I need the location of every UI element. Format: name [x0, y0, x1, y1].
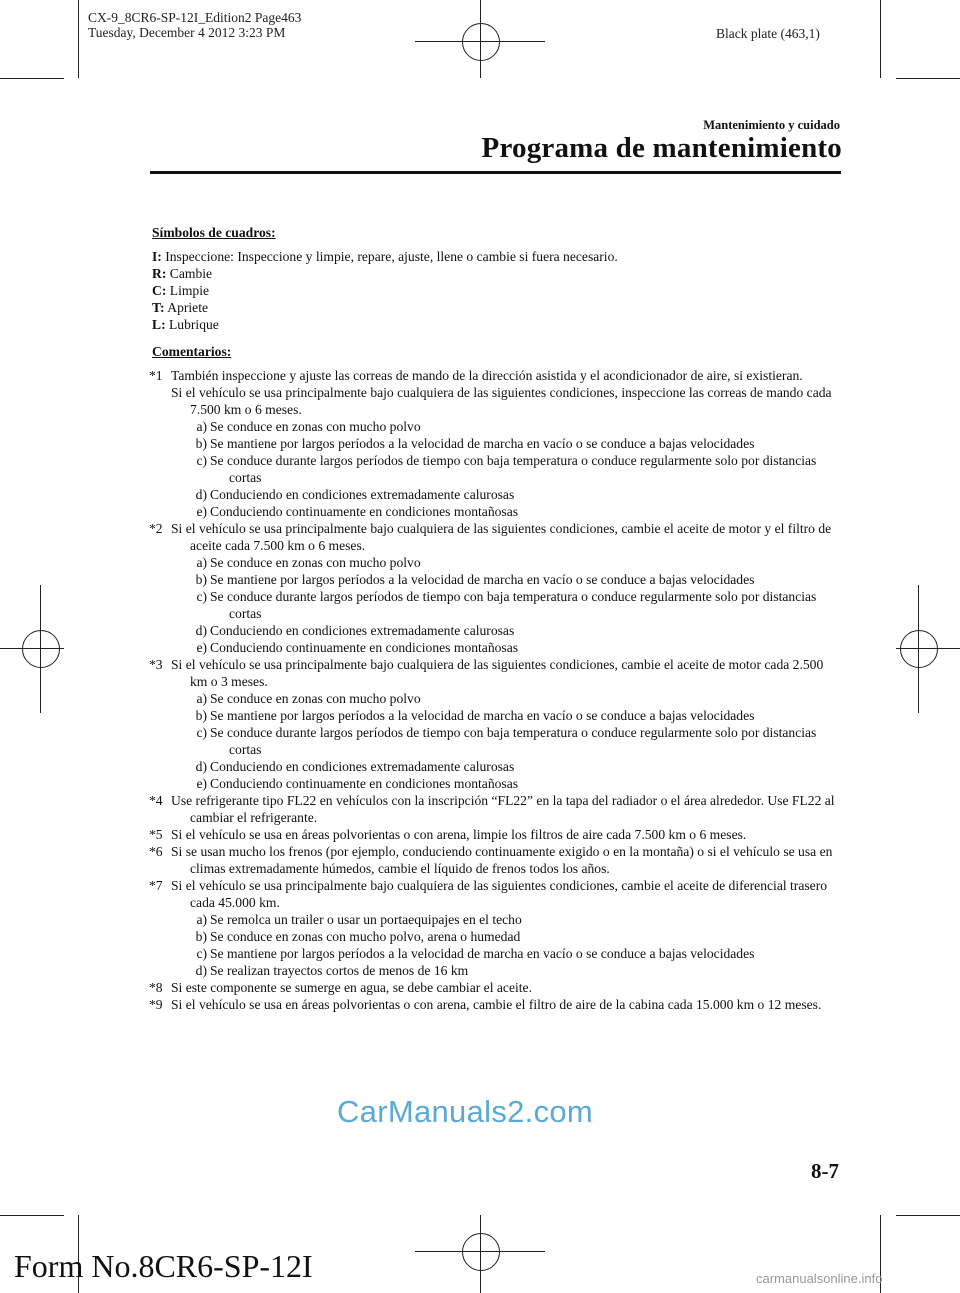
condition-label: e) [196, 504, 207, 519]
condition-text: Se realizan trayectos cortos de menos de 16 km [210, 963, 469, 978]
note-number: *2 [149, 521, 163, 536]
note-text: Si se usan mucho los frenos (por ejemplo, conduciendo continuamente exigido o en la montaña) o si el vehículo se usa en climas extremadamente húmedos, cambie el líquido de frenos todos los años. [171, 844, 833, 876]
condition-item [171, 639, 842, 656]
condition-item [171, 418, 842, 435]
comment-note [149, 843, 842, 877]
symbol-text: Apriete [167, 300, 209, 315]
condition-text: Conduciendo continuamente en condiciones montañosas [210, 504, 519, 519]
condition-text: Se conduce durante largos períodos de tiempo con baja temperatura o conduce regularmente solo por distancias cortas [210, 725, 817, 757]
symbol-text: Limpie [169, 283, 210, 298]
print-slug [88, 10, 301, 40]
slug-line-1: CX-9_8CR6-SP-12I_Edition2 Page463 [88, 10, 302, 25]
symbols-heading: Símbolos de cuadros: [152, 225, 276, 240]
header-rule [150, 171, 841, 174]
condition-label: b) [195, 572, 207, 587]
condition-item [171, 486, 842, 503]
comment-note [149, 996, 842, 1013]
condition-text: Se mantiene por largos períodos a la velocidad de marcha en vacío o se conduce a bajas velocidades [210, 436, 755, 451]
crop-mark [0, 78, 64, 79]
condition-item [171, 928, 842, 945]
condition-label: c) [196, 946, 207, 961]
condition-text: Se conduce en zonas con mucho polvo [210, 419, 421, 434]
condition-item [171, 945, 842, 962]
condition-text: Se mantiene por largos períodos a la velocidad de marcha en vacío o se conduce a bajas velocidades [210, 946, 755, 961]
comment-note [149, 656, 842, 792]
condition-text: Se remolca un trailer o usar un portaequipajes en el techo [210, 912, 522, 927]
condition-label: a) [196, 912, 207, 927]
registration-circle [462, 23, 500, 61]
note-text: Si el vehículo se usa principalmente bajo cualquiera de las siguientes condiciones, inspeccione las correas de mando cada 7.500 km o 6 meses. [171, 385, 832, 417]
condition-label: d) [195, 623, 207, 638]
crop-mark [896, 78, 960, 79]
condition-label: a) [196, 555, 207, 570]
condition-text: Se conduce durante largos períodos de tiempo con baja temperatura o conduce regularmente solo por distancias cortas [210, 589, 817, 621]
condition-text: Conduciendo en condiciones extremadamente calurosas [210, 759, 515, 774]
crop-mark [0, 1215, 64, 1216]
condition-label: d) [195, 963, 207, 978]
condition-item [171, 707, 842, 724]
condition-item [171, 724, 842, 758]
symbol-item [152, 282, 842, 299]
condition-item [171, 911, 842, 928]
condition-label: e) [196, 776, 207, 791]
note-text: Si este componente se sumerge en agua, se debe cambiar el aceite. [171, 980, 532, 995]
condition-label: d) [195, 759, 207, 774]
note-number: *4 [149, 793, 163, 808]
condition-label: a) [196, 419, 207, 434]
condition-text: Conduciendo continuamente en condiciones montañosas [210, 640, 519, 655]
comments-heading: Comentarios: [152, 344, 232, 359]
symbol-key: L: [152, 317, 166, 332]
note-number: *8 [149, 980, 163, 995]
condition-text: Conduciendo en condiciones extremadamente calurosas [210, 487, 515, 502]
page-number: 8-7 [811, 1159, 839, 1183]
crop-mark [880, 0, 881, 78]
condition-text: Conduciendo en condiciones extremadamente calurosas [210, 623, 515, 638]
registration-circle [900, 630, 938, 668]
condition-item [171, 435, 842, 452]
symbol-item [152, 265, 842, 282]
black-plate-label: Black plate (463,1) [716, 26, 820, 41]
form-number: Form No.8CR6-SP-12I [14, 1248, 313, 1284]
note-number: *1 [149, 368, 163, 383]
condition-label: b) [195, 436, 207, 451]
comment-note [149, 877, 842, 979]
comment-note [149, 367, 842, 520]
note-text: Si el vehículo se usa principalmente bajo cualquiera de las siguientes condiciones, cambie el aceite de motor cada 2.500 km o 3 meses. [171, 657, 824, 689]
comment-note [149, 792, 842, 826]
registration-circle [22, 630, 60, 668]
symbol-text: Lubrique [169, 317, 219, 332]
condition-label: c) [196, 725, 207, 740]
note-number: *9 [149, 997, 163, 1012]
symbol-key: I: [152, 249, 162, 264]
condition-item [171, 775, 842, 792]
condition-text: Se mantiene por largos períodos a la velocidad de marcha en vacío o se conduce a bajas velocidades [210, 572, 755, 587]
watermark: CarManuals2.com [337, 1094, 594, 1129]
condition-text: Se conduce en zonas con mucho polvo [210, 691, 421, 706]
condition-label: c) [196, 589, 207, 604]
condition-item [171, 622, 842, 639]
note-text: Use refrigerante tipo FL22 en vehículos con la inscripción “FL22” en la tapa del radiador o el área alrededor. Use FL22 al cambiar el refrigerante. [171, 793, 835, 825]
symbol-item [152, 248, 842, 265]
comment-note [149, 826, 842, 843]
note-text: Si el vehículo se usa principalmente bajo cualquiera de las siguientes condiciones, cambie el aceite de motor y el filtro de aceite cada 7.500 km o 6 meses. [171, 521, 832, 553]
comments-list [149, 367, 842, 1013]
condition-item [171, 588, 842, 622]
note-number: *3 [149, 657, 163, 672]
condition-item [171, 571, 842, 588]
condition-item [171, 452, 842, 486]
crop-mark [78, 0, 79, 78]
section-label: Mantenimiento y cuidado [703, 118, 840, 132]
note-number: *7 [149, 878, 163, 893]
condition-item [171, 554, 842, 571]
slug-line-2: Tuesday, December 4 2012 3:23 PM [88, 25, 286, 40]
symbol-text: Inspeccione: Inspeccione y limpie, repare, ajuste, llene o cambie si fuera necesario. [165, 249, 618, 264]
page-title: Programa de mantenimiento [481, 132, 842, 164]
comment-note [149, 520, 842, 656]
condition-item [171, 503, 842, 520]
condition-label: b) [195, 929, 207, 944]
condition-text: Se mantiene por largos períodos a la velocidad de marcha en vacío o se conduce a bajas velocidades [210, 708, 755, 723]
page-content [149, 224, 842, 1013]
note-number: *6 [149, 844, 163, 859]
condition-item [171, 758, 842, 775]
condition-label: d) [195, 487, 207, 502]
condition-text: Se conduce en zonas con mucho polvo [210, 555, 421, 570]
symbol-item [152, 316, 842, 333]
symbol-key: R: [152, 266, 167, 281]
note-text: Si el vehículo se usa en áreas polvorientas o con arena, cambie el filtro de aire de la cabina cada 15.000 km o 12 meses. [171, 997, 822, 1012]
symbols-list [152, 248, 842, 333]
condition-label: b) [195, 708, 207, 723]
note-number: *5 [149, 827, 163, 842]
condition-item [171, 962, 842, 979]
symbol-key: C: [152, 283, 167, 298]
symbol-key: T: [152, 300, 165, 315]
registration-circle [462, 1233, 500, 1271]
condition-label: a) [196, 691, 207, 706]
note-text: Si el vehículo se usa principalmente bajo cualquiera de las siguientes condiciones, cambie el aceite de diferencial trasero cada 45.000 km. [171, 878, 828, 910]
symbol-item [152, 299, 842, 316]
symbol-text: Cambie [169, 266, 213, 281]
condition-label: e) [196, 640, 207, 655]
note-text: También inspeccione y ajuste las correas de mando de la dirección asistida y el acondicionador de aire, si existieran. [171, 368, 803, 383]
site-watermark: carmanualsonline.info [756, 1271, 883, 1286]
condition-item [171, 690, 842, 707]
crop-mark [896, 1215, 960, 1216]
condition-text: Se conduce durante largos períodos de tiempo con baja temperatura o conduce regularmente solo por distancias cortas [210, 453, 817, 485]
comment-note [149, 979, 842, 996]
note-text: Si el vehículo se usa en áreas polvorientas o con arena, limpie los filtros de aire cada 7.500 km o 6 meses. [171, 827, 747, 842]
condition-text: Se conduce en zonas con mucho polvo, arena o humedad [210, 929, 521, 944]
condition-text: Conduciendo continuamente en condiciones montañosas [210, 776, 519, 791]
condition-label: c) [196, 453, 207, 468]
